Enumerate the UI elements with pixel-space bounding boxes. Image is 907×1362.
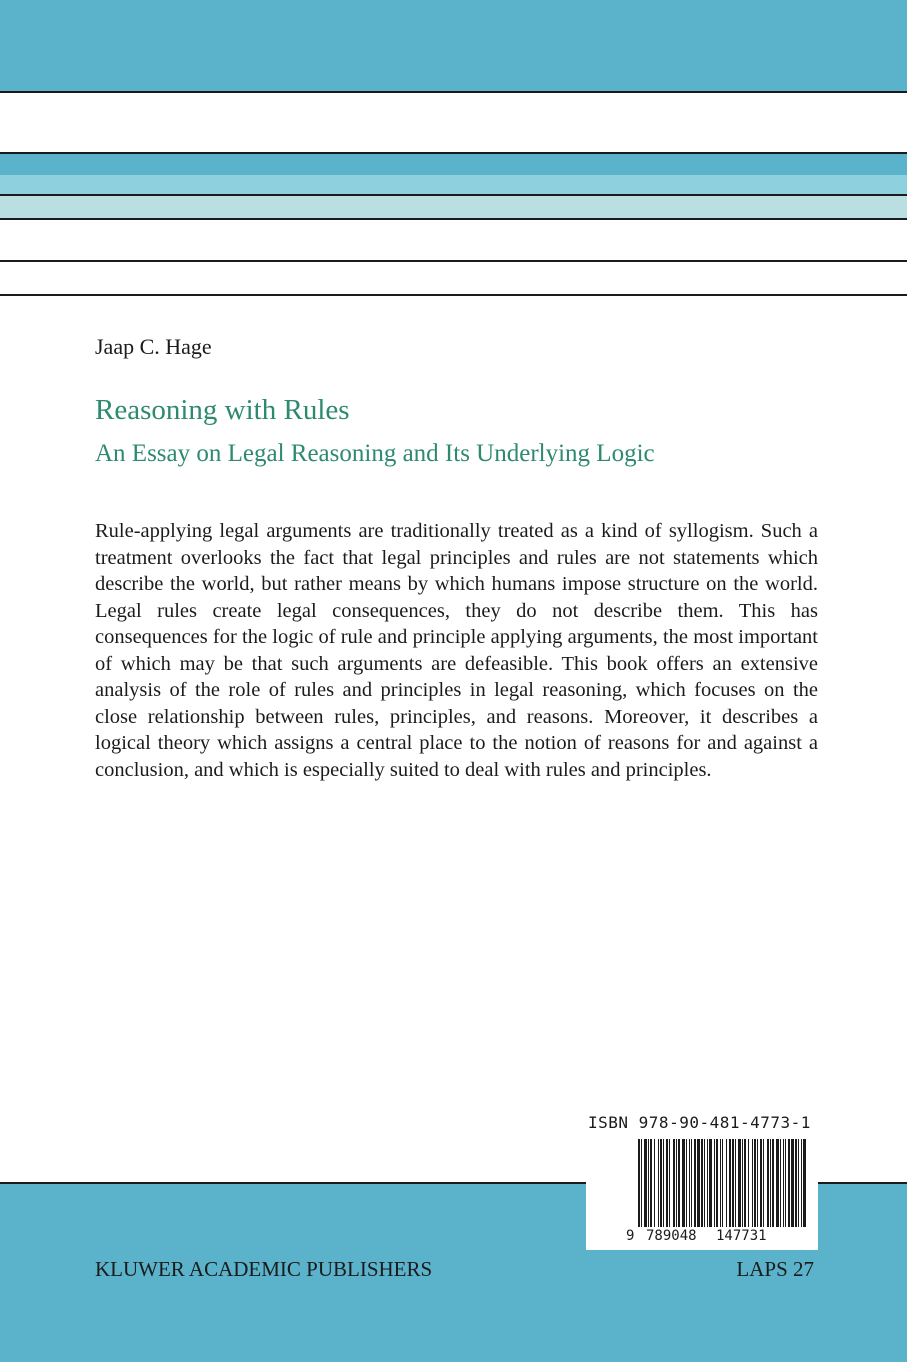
barcode-bar	[691, 1139, 692, 1227]
stripe-dark	[0, 152, 907, 177]
barcode-bar	[791, 1139, 794, 1227]
barcode-bar	[648, 1139, 649, 1227]
barcode-bar	[658, 1139, 659, 1227]
author-name: Jaap C. Hage	[95, 334, 212, 359]
barcode-bar	[676, 1139, 677, 1227]
barcode-bar	[673, 1139, 675, 1227]
barcode-bar	[666, 1139, 668, 1227]
horizontal-rule-1	[0, 260, 907, 262]
barcode-bar	[669, 1139, 670, 1227]
barcode-bar	[701, 1139, 703, 1227]
book-title: Reasoning with Rules	[95, 394, 350, 426]
stripe-pale	[0, 196, 907, 220]
barcode-bar	[748, 1139, 749, 1227]
top-color-band	[0, 0, 907, 93]
barcode-digit-first: 9	[626, 1228, 635, 1244]
barcode-bar	[772, 1139, 774, 1227]
barcode-bar	[744, 1139, 746, 1227]
barcode-bar	[660, 1139, 662, 1227]
barcode-bar	[783, 1139, 784, 1227]
barcode-bar	[697, 1139, 700, 1227]
barcode-bar	[776, 1139, 779, 1227]
isbn-label: ISBN 978-90-481-4773-1	[588, 1113, 811, 1132]
barcode-bar	[754, 1139, 756, 1227]
series-label: LAPS 27	[736, 1257, 814, 1281]
barcode-bar	[663, 1139, 664, 1227]
barcode-bar	[752, 1139, 753, 1227]
stripe-light	[0, 175, 907, 196]
barcode-bar	[767, 1139, 769, 1227]
barcode-bar	[726, 1139, 727, 1227]
barcode-bar	[650, 1139, 652, 1227]
barcode-bar	[722, 1139, 723, 1227]
barcode-bar	[716, 1139, 718, 1227]
barcode-bar	[644, 1139, 647, 1227]
barcode-bar	[689, 1139, 690, 1227]
barcode-bar	[760, 1139, 762, 1227]
barcode-bar	[704, 1139, 705, 1227]
barcode-bar	[763, 1139, 764, 1227]
barcode-bar	[654, 1139, 655, 1227]
barcode-digits-right: 147731	[716, 1228, 767, 1244]
horizontal-rule-2	[0, 294, 907, 296]
barcode-bar	[641, 1139, 642, 1227]
barcode-bar	[742, 1139, 743, 1227]
barcode	[586, 1135, 818, 1250]
barcode-bar	[735, 1139, 736, 1227]
barcode-bars	[586, 1135, 818, 1250]
barcode-bar	[707, 1139, 708, 1227]
barcode-bar	[720, 1139, 721, 1227]
barcode-bar	[795, 1139, 797, 1227]
barcode-bar	[788, 1139, 790, 1227]
barcode-bar	[638, 1139, 640, 1227]
barcode-bar	[780, 1139, 781, 1227]
barcode-bar	[801, 1139, 802, 1227]
barcode-bar	[770, 1139, 771, 1227]
barcode-bar	[714, 1139, 715, 1227]
barcode-bar	[757, 1139, 758, 1227]
barcode-bar	[694, 1139, 696, 1227]
barcode-bar	[803, 1139, 806, 1227]
barcode-bar	[785, 1139, 786, 1227]
back-cover-blurb: Rule-applying legal arguments are traditionally treated as a kind of syllogism. Such a treatment overlooks the fact that legal principles and rules are not statements which describe the world, but rather means by which humans impose structure on the world. Legal rules create legal consequences, they do not describe them. This has consequences for the logic of rule and principle applying arguments, the most important of which may be that such arguments are defeasible. This book offers an extensive analysis of the role of rules and principles in legal reasoning, which focuses on the close relationship between rules, principles, and reasons. Moreover, it describes a logical theory which assigns a central place to the notion of reasons for and against a conclusion, and which is especially suited to deal with rules and principles.	[95, 520, 818, 781]
barcode-bar	[732, 1139, 734, 1227]
barcode-bar	[729, 1139, 731, 1227]
barcode-bar	[738, 1139, 741, 1227]
barcode-bar	[686, 1139, 687, 1227]
barcode-digits-left: 789048	[646, 1228, 697, 1244]
barcode-bar	[682, 1139, 685, 1227]
barcode-bar	[709, 1139, 712, 1227]
book-subtitle: An Essay on Legal Reasoning and Its Underlying Logic	[95, 440, 655, 467]
barcode-bar	[678, 1139, 680, 1227]
publisher-name: KLUWER ACADEMIC PUBLISHERS	[95, 1257, 433, 1281]
barcode-bar	[798, 1139, 799, 1227]
